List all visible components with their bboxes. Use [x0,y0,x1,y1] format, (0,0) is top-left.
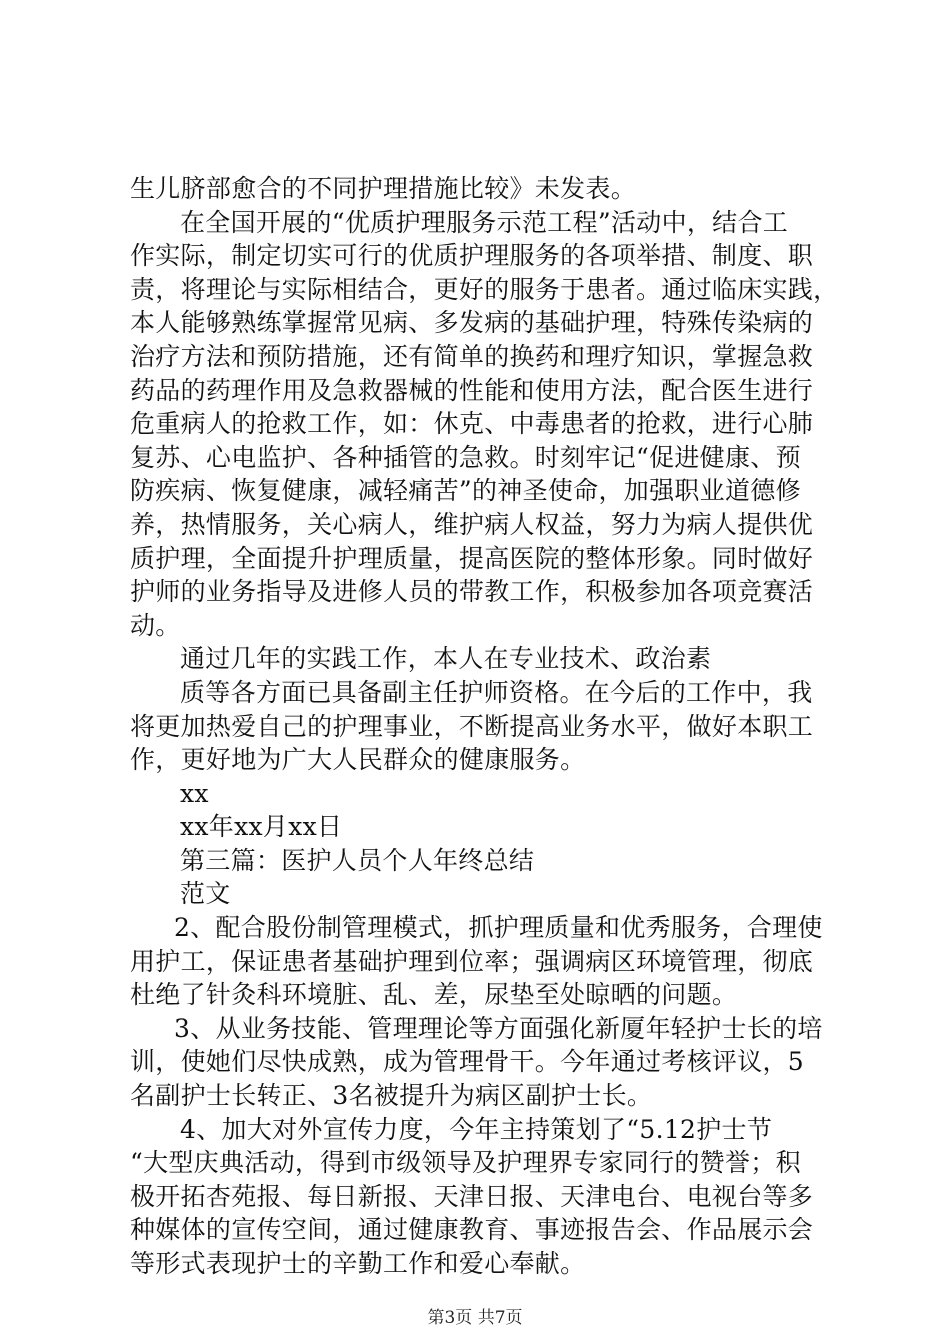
text-line: xx年xx月xx日 [180,812,343,842]
text-line: 等形式表现护士的辛勤工作和爱心奉献。 [130,1249,586,1278]
text-line: “大型庆典活动，得到市级领导及护理界专家同行的赞誉；积 [130,1148,801,1178]
text-line: 在全国开展的“优质护理服务示范工程”活动中，结合工 [180,207,789,237]
text-line: 2、配合股份制管理模式，抓护理质量和优秀服务，合理使 [174,913,823,943]
text-line: 将更加热爱自己的护理事业，不断提高业务水平，做好本职工 [130,711,814,741]
text-line: 动。 [130,610,181,640]
text-line: 治疗方法和预防措施，还有简单的换药和理疗知识，掌握急救 [130,341,814,371]
section-heading: 第三篇：医护人员个人年终总结 [180,845,535,875]
text-line: 复苏、心电监护、各种插管的急救。时刻牢记“促进健康、预 [130,442,801,472]
text-line: 本人能够熟练掌握常见病、多发病的基础护理，特殊传染病的 [130,308,814,338]
text-line: 用护工，保证患者基础护理到位率；强调病区环境管理，彻底 [130,946,814,976]
body-text [130,172,839,1281]
text-line: 种媒体的宣传空间，通过健康教育、事迹报告会、作品展示会 [130,1215,814,1245]
text-line: 作，更好地为广大人民群众的健康服务。 [130,745,586,775]
text-line: 质护理，全面提升护理质量，提高医院的整体形象。同时做好 [130,543,814,573]
text-line: 责，将理论与实际相结合，更好的服务于患者。通过临床实践， [130,274,839,304]
text-line: 名副护士长转正、3名被提升为病区副护士长。 [130,1081,653,1111]
text-line: 药品的药理作用及急救器械的性能和使用方法，配合医生进行 [130,375,814,405]
text-line: 极开拓杏苑报、每日新报、天津日报、天津电台、电视台等多 [130,1181,814,1211]
text-line: 训，使她们尽快成熟，成为管理骨干。今年通过考核评议，5 [130,1047,805,1077]
text-line: 防疾病、恢复健康，减轻痛苦”的神圣使命，加强职业道德修 [130,476,801,506]
text-line: 危重病人的抢救工作，如：休克、中毒患者的抢救，进行心肺 [130,409,814,439]
text-line: 生儿脐部愈合的不同护理措施比较》未发表。 [130,174,637,203]
page-number: 第3页 共7页 [427,1308,523,1328]
text-line: 护师的业务指导及进修人员的带教工作，积极参加各项竞赛活 [130,577,814,607]
text-line: 通过几年的实践工作，本人在专业技术、政治素 [180,644,712,674]
text-line: 杜绝了针灸科环境脏、乱、差，尿垫至处晾晒的问题。 [130,980,738,1010]
text-line: 质等各方面已具备副主任护师资格。在今后的工作中，我 [180,677,813,707]
section-heading-suffix: 范文 [180,879,231,909]
text-line: xx [180,778,209,808]
text-line: 3、从业务技能、管理理论等方面强化新厦年轻护士长的培 [174,1013,823,1043]
text-line: 作实际，制定切实可行的优质护理服务的各项举措、制度、职 [130,241,814,271]
text-line: 养，热情服务，关心病人，维护病人权益，努力为病人提供优 [130,509,814,539]
text-line: 4、加大对外宣传力度，今年主持策划了“5.12护士节 [180,1114,773,1144]
